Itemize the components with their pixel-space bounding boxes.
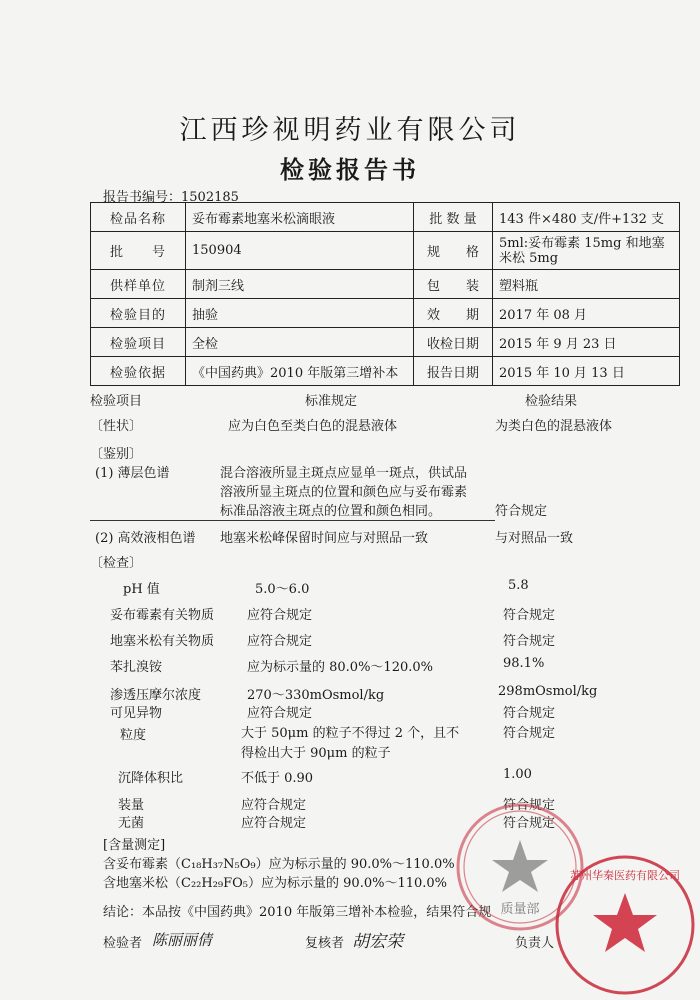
tlc-result: 符合规定 bbox=[495, 504, 548, 519]
col-header-result: 检验结果 bbox=[525, 394, 578, 409]
test-label-ph: pH 值 bbox=[123, 582, 160, 597]
info-value: 塑料瓶 bbox=[493, 270, 680, 299]
tlc-label: (1) 薄层色谱 bbox=[95, 466, 170, 481]
section-heading-tests: 〔检查〕 bbox=[90, 556, 143, 571]
info-value: 2015 年 9 月 23 日 bbox=[493, 328, 680, 357]
tlc-standard-line: 标准品溶液主斑点的位置和颜色相同。 bbox=[220, 504, 442, 519]
company-name: 江西珍视明药业有限公司 bbox=[179, 115, 521, 146]
test-standard-tobramycin-related: 应符合规定 bbox=[247, 608, 313, 623]
test-label-osmolality: 渗透压摩尔浓度 bbox=[110, 688, 202, 703]
info-value: 《中国药典》2010 年版第三增补本 bbox=[186, 357, 414, 386]
info-value: 制剂三线 bbox=[186, 270, 414, 299]
section-heading-appearance: 〔性状〕 bbox=[90, 419, 143, 434]
info-value: 抽验 bbox=[186, 299, 414, 328]
section-heading-identification: 〔鉴别〕 bbox=[90, 447, 143, 462]
test-label-sterility: 无菌 bbox=[118, 816, 145, 831]
report-number-label: 报告书编号： bbox=[103, 190, 182, 205]
test-label-benzalkonium: 苯扎溴铵 bbox=[110, 660, 163, 675]
test-label-particle-size: 粒度 bbox=[120, 728, 147, 743]
col-header-item: 检验项目 bbox=[90, 394, 143, 409]
info-value: 143 件×480 支/件+132 支 bbox=[493, 203, 680, 232]
info-value: 全检 bbox=[186, 328, 414, 357]
inspector-label: 检验者 bbox=[103, 936, 143, 951]
divider-line bbox=[90, 520, 495, 521]
info-row bbox=[91, 357, 680, 386]
test-result-benzalkonium: 98.1% bbox=[503, 656, 545, 671]
test-standard-particle-size-line: 得检出大于 90μm 的粒子 bbox=[241, 746, 391, 761]
info-label: 包 装 bbox=[414, 270, 493, 299]
test-result-osmolality: 298mOsmol/kg bbox=[498, 684, 598, 699]
info-row bbox=[91, 203, 680, 232]
info-row bbox=[91, 299, 680, 328]
info-value: 5ml:妥布霉素 15mg 和地塞米松 5mg bbox=[493, 232, 680, 270]
info-label: 检验项目 bbox=[91, 328, 186, 357]
report-number-value: 1502185 bbox=[181, 190, 239, 205]
test-standard-ph: 5.0～6.0 bbox=[255, 582, 310, 597]
info-label: 收检日期 bbox=[414, 328, 493, 357]
info-value: 150904 bbox=[186, 232, 414, 270]
tlc-standard-line: 混合溶液所显主斑点应显单一斑点，供试品 bbox=[220, 466, 468, 481]
company-seal-stamp bbox=[435, 795, 700, 1000]
test-standard-visible-particles: 应符合规定 bbox=[247, 706, 313, 721]
test-label-fill: 装量 bbox=[118, 798, 145, 813]
appearance-standard: 应为白色至类白色的混悬液体 bbox=[228, 419, 398, 434]
info-label: 效 期 bbox=[414, 299, 493, 328]
appearance-result: 为类白色的混悬液体 bbox=[495, 419, 613, 434]
quality-seal-text: 质量部 bbox=[500, 902, 540, 917]
test-standard-dexamethasone-related: 应符合规定 bbox=[247, 634, 313, 649]
info-label: 规 格 bbox=[414, 232, 493, 270]
test-label-sedimentation: 沉降体积比 bbox=[118, 771, 184, 786]
reviewer-signature: 胡宏荣 bbox=[352, 932, 403, 952]
info-row bbox=[91, 232, 680, 270]
info-row bbox=[91, 270, 680, 299]
test-standard-fill: 应符合规定 bbox=[241, 798, 307, 813]
conclusion: 结论：本品按《中国药典》2010 年版第三增补本检验，结果符合规 bbox=[103, 905, 492, 920]
test-result-tobramycin-related: 符合规定 bbox=[503, 608, 556, 623]
test-standard-particle-size-line: 大于 50μm 的粒子不得过 2 个，且不 bbox=[241, 726, 460, 741]
info-table bbox=[90, 202, 680, 386]
assay-dexamethasone: 含地塞米松（C₂₂H₂₉FO₅）应为标示量的 90.0%～110.0% bbox=[103, 876, 448, 891]
hplc-label: (2) 高效液相色谱 bbox=[95, 531, 196, 546]
test-standard-sterility: 应符合规定 bbox=[241, 816, 307, 831]
info-label: 批 号 bbox=[91, 232, 186, 270]
info-value: 2015 年 10 月 13 日 bbox=[493, 357, 680, 386]
info-label: 报告日期 bbox=[414, 357, 493, 386]
hplc-result: 与对照品一致 bbox=[495, 531, 574, 546]
test-standard-osmolality: 270～330mOsmol/kg bbox=[247, 688, 385, 703]
info-value: 妥布霉素地塞米松滴眼液 bbox=[186, 203, 414, 232]
hplc-standard: 地塞米松峰保留时间应与对照品一致 bbox=[220, 531, 429, 546]
test-result-dexamethasone-related: 符合规定 bbox=[503, 634, 556, 649]
info-value: 2017 年 08 月 bbox=[493, 299, 680, 328]
test-result-fill: 符合规定 bbox=[503, 798, 556, 813]
test-standard-benzalkonium: 应为标示量的 80.0%～120.0% bbox=[247, 660, 433, 675]
assay-tobramycin: 含妥布霉素（C₁₈H₃₇N₅O₉）应为标示量的 90.0%～110.0% bbox=[103, 857, 455, 872]
test-result-sterility: 符合规定 bbox=[503, 816, 556, 831]
responsible-label: 负责人 bbox=[515, 936, 555, 951]
test-result-ph: 5.8 bbox=[508, 578, 529, 593]
test-result-visible-particles: 符合规定 bbox=[503, 706, 556, 721]
test-label-dexamethasone-related: 地塞米松有关物质 bbox=[110, 634, 215, 649]
info-label: 检验依据 bbox=[91, 357, 186, 386]
info-label: 批 数 量 bbox=[414, 203, 493, 232]
info-label: 检验目的 bbox=[91, 299, 186, 328]
test-label-visible-particles: 可见异物 bbox=[110, 706, 163, 721]
inspector-signature: 陈丽丽倩 bbox=[152, 931, 213, 949]
col-header-standard: 标准规定 bbox=[305, 394, 358, 409]
section-heading-assay: [含量测定] bbox=[103, 838, 166, 853]
test-result-sedimentation: 1.00 bbox=[503, 767, 532, 782]
info-label: 供样单位 bbox=[91, 270, 186, 299]
distributor-seal-text: 苏州华秦医药有限公司 bbox=[570, 869, 680, 882]
reviewer-label: 复核者 bbox=[305, 936, 345, 951]
info-row bbox=[91, 328, 680, 357]
test-label-tobramycin-related: 妥布霉素有关物质 bbox=[110, 608, 215, 623]
test-standard-sedimentation: 不低于 0.90 bbox=[241, 771, 314, 786]
info-label: 检品名称 bbox=[91, 203, 186, 232]
report-title: 检验报告书 bbox=[280, 155, 420, 184]
tlc-standard-line: 溶液所显主斑点的位置和颜色应与妥布霉素 bbox=[220, 485, 468, 500]
test-result-particle-size: 符合规定 bbox=[503, 726, 556, 741]
